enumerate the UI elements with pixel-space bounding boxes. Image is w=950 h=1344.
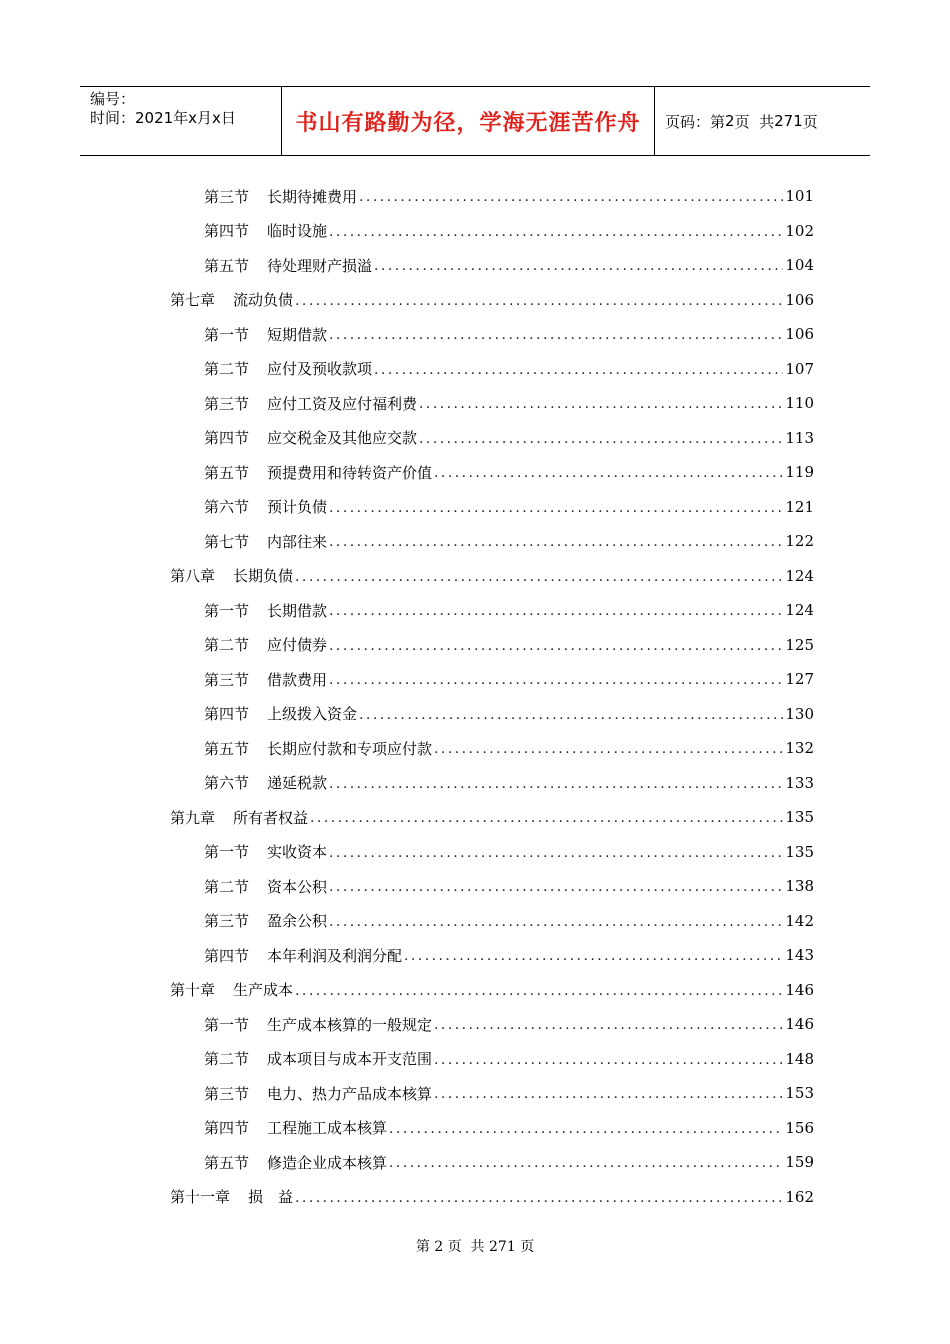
toc-entry-number: 第三节 (204, 1084, 250, 1103)
toc-entry-title: 应付工资及应付福利费 (267, 394, 418, 413)
toc-entry-title: 盈余公积 (267, 912, 328, 930)
toc-dot-leader (329, 327, 783, 343)
toc-entry[interactable] (170, 800, 814, 834)
toc-entry-number: 第三节 (204, 394, 250, 413)
toc-entry-page: 119 (785, 463, 814, 481)
toc-entry-page: 143 (785, 946, 814, 964)
header-motto: 书山有路勤为径，学海无涯苦作舟 (282, 87, 655, 155)
toc-dot-leader (329, 603, 783, 619)
toc-entry[interactable] (170, 559, 814, 593)
header-meta (80, 87, 282, 155)
toc-entry-title: 应付债券 (267, 636, 328, 654)
toc-dot-leader (374, 258, 783, 274)
toc-entry[interactable] (204, 214, 814, 248)
toc-dot-leader (329, 914, 783, 930)
page-unit: 页 共 (734, 112, 775, 131)
toc-entry-number: 第三节 (204, 670, 250, 689)
toc-dot-leader (295, 1190, 783, 1206)
toc-entry-page: 146 (785, 980, 814, 999)
toc-dot-leader (389, 1121, 783, 1137)
toc-entry-title: 应付及预收款项 (267, 360, 373, 378)
toc-entry-title: 长期待摊费用 (267, 187, 358, 206)
toc-entry-title: 损 益 (248, 1188, 294, 1206)
toc-entry-page: 110 (785, 394, 814, 412)
toc-entry[interactable] (204, 593, 814, 627)
toc-entry-page: 135 (785, 808, 814, 826)
toc-entry-number: 第三节 (204, 187, 250, 206)
toc-entry-page: 156 (785, 1118, 814, 1137)
toc-entry-number: 第一节 (204, 601, 250, 620)
toc-entry-number: 第五节 (204, 739, 250, 758)
toc-entry-number: 第六节 (204, 774, 250, 792)
toc-entry-page: 130 (785, 704, 814, 723)
toc-entry-number: 第四节 (204, 429, 250, 447)
toc-entry[interactable] (204, 1007, 814, 1041)
toc-entry-title: 生产成本 (233, 981, 294, 999)
toc-entry-number: 第十章 (170, 981, 216, 999)
page-number: 2 (725, 112, 735, 130)
page-label: 页码：第 (665, 112, 726, 131)
toc-entry-title: 资本公积 (267, 877, 328, 896)
toc-entry-page: 127 (785, 670, 814, 688)
toc-entry-number: 第一节 (204, 1015, 250, 1034)
toc-entry[interactable] (204, 524, 814, 558)
footer-prefix: 第 (415, 1239, 430, 1255)
toc-entry[interactable] (204, 490, 814, 524)
toc-entry[interactable] (204, 697, 814, 731)
page-header (80, 86, 870, 156)
toc-entry[interactable] (204, 386, 814, 420)
toc-dot-leader (329, 534, 783, 550)
toc-entry-number: 第二节 (204, 636, 250, 654)
toc-dot-leader (434, 1086, 783, 1102)
toc-entry-title: 待处理财产损溢 (267, 256, 373, 275)
toc-entry-number: 第四节 (204, 1119, 250, 1137)
toc-entry-title: 本年利润及利润分配 (267, 946, 403, 965)
toc-entry[interactable] (204, 904, 814, 938)
toc-entry[interactable] (204, 421, 814, 455)
toc-entry-title: 所有者权益 (233, 808, 309, 827)
toc-entry[interactable] (204, 1111, 814, 1145)
toc-entry-page: 122 (785, 532, 814, 550)
toc-entry-title: 递延税款 (267, 774, 328, 792)
toc-entry-title: 应交税金及其他应交款 (267, 429, 418, 447)
toc-entry-page: 124 (785, 601, 814, 619)
toc-entry-number: 第二节 (204, 360, 250, 378)
toc-entry[interactable] (204, 662, 814, 696)
time-label: 时间：2021年x月x日 (90, 109, 236, 127)
toc-entry-page: 148 (785, 1049, 814, 1068)
toc-entry-page: 142 (785, 911, 814, 930)
toc-dot-leader (329, 500, 783, 516)
toc-entry-number: 第十一章 (170, 1188, 231, 1206)
toc-dot-leader (434, 465, 783, 481)
toc-entry-page: 146 (785, 1015, 814, 1033)
toc-dot-leader (389, 1155, 783, 1171)
toc-entry-number: 第三节 (204, 912, 250, 930)
toc-entry[interactable] (170, 1180, 814, 1214)
toc-entry[interactable] (204, 1042, 814, 1076)
toc-entry-page: 132 (785, 739, 814, 757)
toc-dot-leader (329, 845, 783, 861)
toc-entry-number: 第一节 (204, 843, 250, 861)
toc-entry-title: 生产成本核算的一般规定 (267, 1015, 433, 1034)
toc-entry-page: 107 (785, 359, 814, 378)
toc-dot-leader (329, 672, 783, 688)
toc-entry-page: 159 (785, 1153, 814, 1171)
header-page-info (655, 87, 870, 155)
toc-entry-number: 第七章 (170, 291, 216, 309)
toc-entry-title: 短期借款 (267, 325, 328, 344)
toc-entry-page: 101 (785, 187, 814, 205)
toc-dot-leader (434, 741, 783, 757)
toc-dot-leader (419, 396, 783, 412)
toc-entry[interactable] (170, 283, 814, 317)
toc-entry-number: 第一节 (204, 325, 250, 344)
toc-entry[interactable] (204, 869, 814, 903)
toc-dot-leader (359, 189, 783, 205)
toc-entry-page: 133 (785, 773, 814, 792)
toc-entry-page: 162 (785, 1187, 814, 1206)
toc-entry-number: 第七节 (204, 532, 250, 551)
footer-page: 2 (434, 1239, 444, 1255)
toc-dot-leader (329, 638, 783, 654)
toc-entry-number: 第九章 (170, 808, 216, 827)
toc-entry[interactable] (204, 455, 814, 489)
toc-entry-title: 成本项目与成本开支范围 (267, 1050, 433, 1068)
toc-dot-leader (310, 810, 783, 826)
toc-entry-title: 长期负债 (233, 567, 294, 585)
toc-dot-leader (359, 707, 783, 723)
toc-entry-page: 113 (785, 428, 814, 447)
toc-entry-page: 124 (785, 566, 814, 585)
toc-entry-number: 第四节 (204, 705, 250, 723)
toc-entry-title: 电力、热力产品成本核算 (267, 1084, 433, 1103)
toc-dot-leader (295, 293, 783, 309)
toc-entry-number: 第四节 (204, 222, 250, 240)
toc-entry-page: 102 (785, 221, 814, 240)
footer-suffix: 页 (520, 1239, 535, 1255)
toc-entry-page: 125 (785, 635, 814, 654)
toc-entry-title: 预提费用和待转资产价值 (267, 463, 433, 482)
toc-entry-page: 138 (785, 877, 814, 895)
toc-entry-title: 修造企业成本核算 (267, 1153, 388, 1172)
toc-dot-leader (434, 1052, 783, 1068)
toc-dot-leader (295, 569, 783, 585)
toc-entry-title: 临时设施 (267, 222, 328, 240)
toc-entry-number: 第二节 (204, 1050, 250, 1068)
toc-dot-leader (419, 431, 783, 447)
toc-entry[interactable] (204, 731, 814, 765)
toc-entry-number: 第八章 (170, 567, 216, 585)
footer-total: 271 (489, 1239, 516, 1255)
toc-entry-number: 第六节 (204, 498, 250, 516)
toc-entry-number: 第五节 (204, 256, 250, 275)
toc-entry[interactable] (204, 628, 814, 662)
toc-entry-number: 第五节 (204, 463, 250, 482)
toc-entry-page: 106 (785, 290, 814, 309)
toc-entry[interactable] (204, 938, 814, 972)
toc-entry[interactable] (204, 179, 814, 213)
toc-entry-title: 工程施工成本核算 (267, 1119, 388, 1137)
toc-entry[interactable] (204, 1076, 814, 1110)
toc-entry-number: 第四节 (204, 946, 250, 965)
toc-entry-page: 106 (785, 325, 814, 343)
doc-number-label: 编号： (90, 90, 136, 108)
toc-entry-title: 长期应付款和专项应付款 (267, 739, 433, 758)
toc-entry[interactable] (204, 352, 814, 386)
toc-dot-leader (434, 1017, 783, 1033)
toc-entry-title: 内部往来 (267, 532, 328, 551)
toc-entry-page: 135 (785, 842, 814, 861)
toc-entry-title: 借款费用 (267, 670, 328, 689)
toc-entry-title: 长期借款 (267, 601, 328, 620)
toc-entry[interactable] (170, 973, 814, 1007)
toc-entry-number: 第五节 (204, 1153, 250, 1172)
toc-entry[interactable] (204, 835, 814, 869)
footer-mid: 页 共 (447, 1239, 485, 1255)
toc-entry-title: 实收资本 (267, 843, 328, 861)
toc-entry-title: 上级拨入资金 (267, 705, 358, 723)
page-footer (0, 1236, 950, 1256)
toc-dot-leader (329, 224, 783, 240)
toc-dot-leader (374, 362, 783, 378)
toc-entry-page: 153 (785, 1084, 814, 1102)
toc-dot-leader (329, 879, 783, 895)
toc-entry-page: 121 (785, 497, 814, 516)
toc-entry[interactable] (204, 248, 814, 282)
toc-entry-title: 预计负债 (267, 498, 328, 516)
toc-dot-leader (295, 983, 783, 999)
toc-dot-leader (404, 948, 783, 964)
total-pages: 271 (774, 112, 803, 130)
toc-entry[interactable] (204, 1145, 814, 1179)
total-unit: 页 (802, 112, 818, 131)
toc-entry[interactable] (204, 317, 814, 351)
toc-dot-leader (329, 776, 783, 792)
toc-entry-title: 流动负债 (233, 291, 294, 309)
toc-entry-number: 第二节 (204, 877, 250, 896)
toc-entry-page: 104 (785, 256, 814, 274)
toc-entry[interactable] (204, 766, 814, 800)
